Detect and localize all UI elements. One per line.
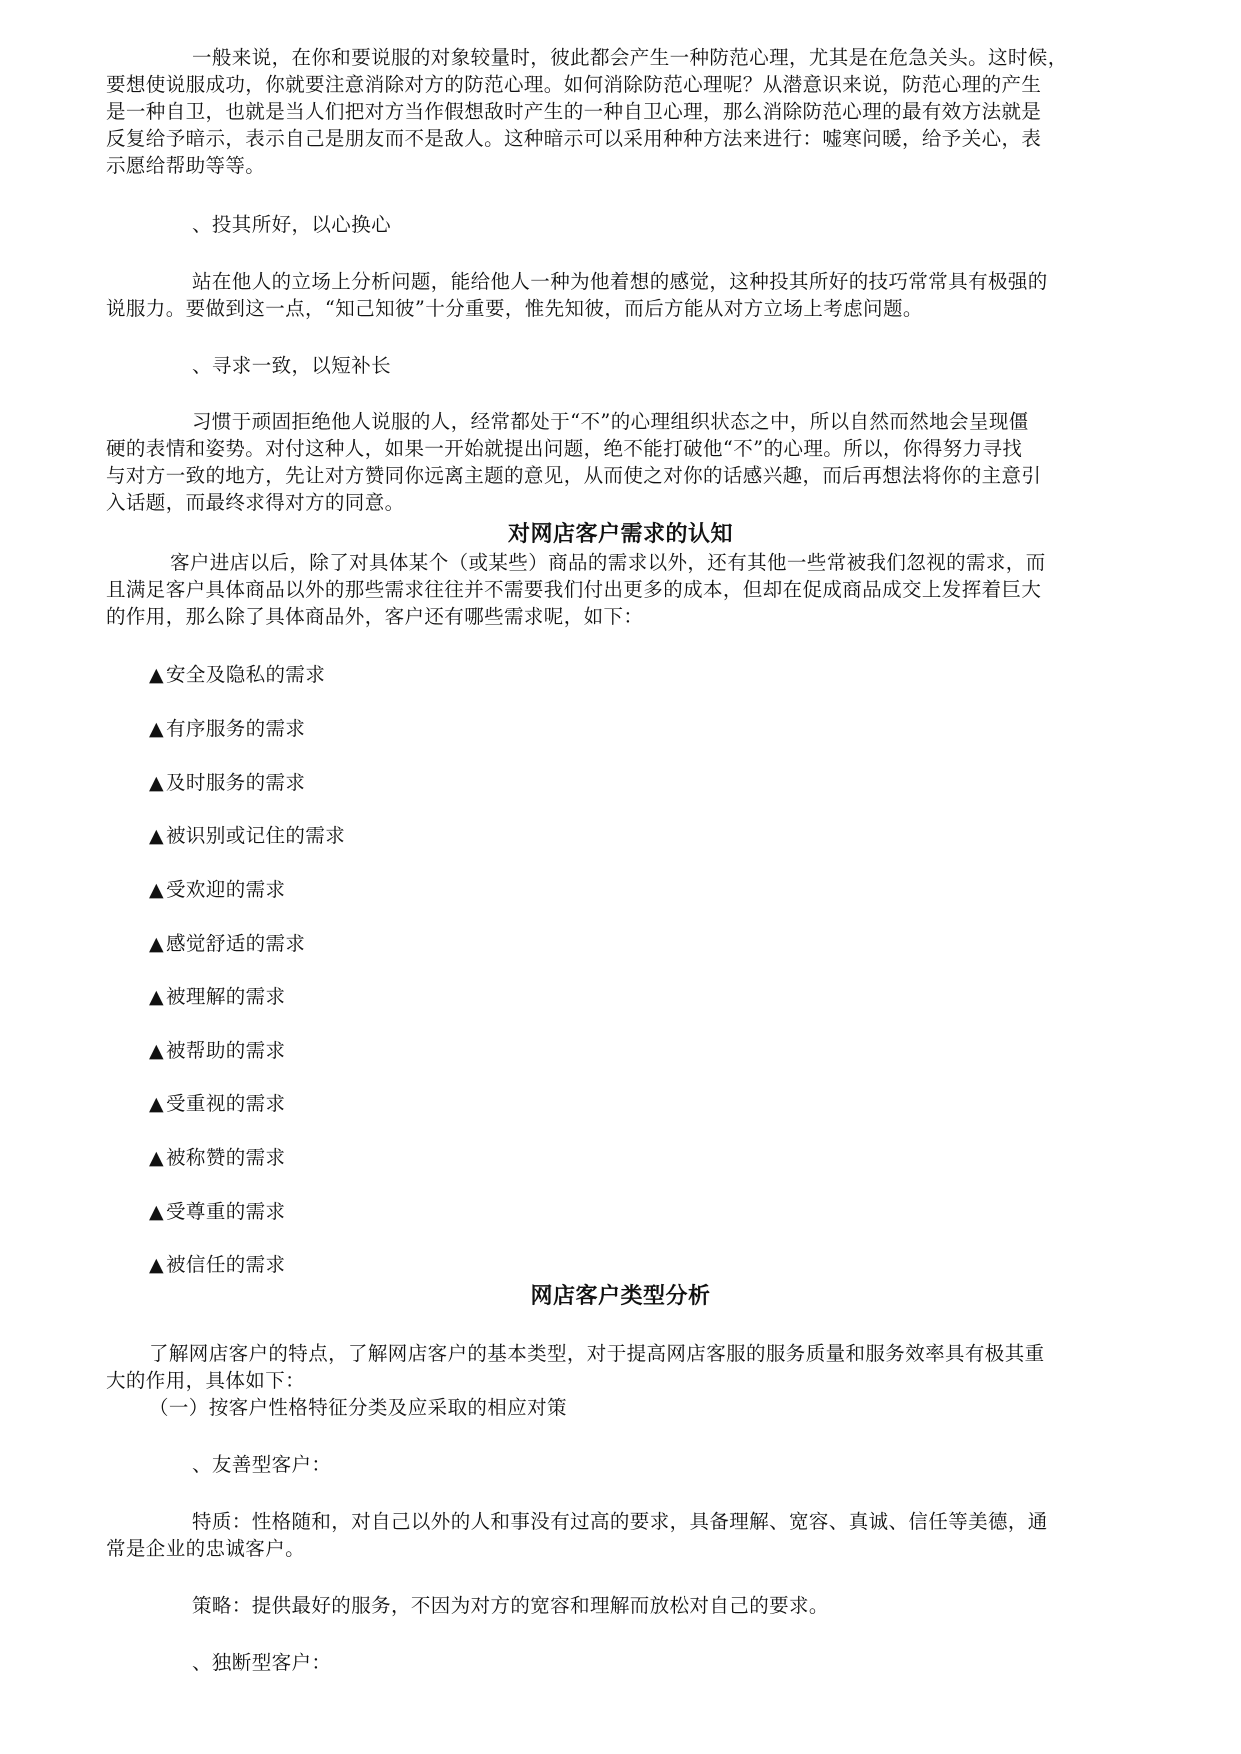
paragraph-line: 与对方一致的地方，先让对方赞同你远离主题的意见，从而使之对你的话感兴趣，而后再想法将你的主意引: [106, 464, 1042, 487]
paragraph-line: 策略：提供最好的服务，不因为对方的宽容和理解而放松对自己的要求。: [192, 1594, 829, 1617]
paragraph-line: 站在他人的立场上分析问题，能给他人一种为他着想的感觉，这种投其所好的技巧常常具有极强的: [192, 270, 1048, 293]
paragraph-line: 大的作用，具体如下：: [106, 1369, 306, 1392]
paragraph-line: 示愿给帮助等等。: [106, 154, 266, 177]
paragraph-line: 是一种自卫，也就是当人们把对方当作假想敌时产生的一种自卫心理，那么消除防范心理的最有效方法就是: [106, 100, 1042, 123]
need-item: ▲ 被称赞的需求: [149, 1146, 286, 1169]
bullet-triangle-icon: ▲: [149, 825, 165, 847]
paragraph-line: 硬的表情和姿势。对付这种人，如果一开始就提出问题，绝不能打破他“不”的心理。所以，你得努力寻找: [106, 437, 1023, 460]
paragraph-line: 了解网店客户的特点，了解网店客户的基本类型，对于提高网店客服的服务质量和服务效率具有极其重: [149, 1342, 1045, 1365]
need-item: ▲ 被理解的需求: [149, 985, 286, 1008]
section-heading: 网店客户类型分析: [530, 1284, 711, 1309]
type-title: 、独断型客户：: [192, 1651, 332, 1674]
paragraph-line: 入话题，而最终求得对方的同意。: [106, 491, 405, 514]
need-item: ▲ 安全及隐私的需求: [149, 663, 326, 686]
need-item: ▲ 受尊重的需求: [149, 1200, 286, 1223]
paragraph-line: 的作用，那么除了具体商品外，客户还有哪些需求呢，如下：: [106, 605, 644, 628]
bullet-triangle-icon: ▲: [149, 1254, 165, 1276]
section-heading: 对网店客户需求的认知: [507, 522, 733, 547]
paragraph-line: 客户进店以后，除了对具体某个（或某些）商品的需求以外，还有其他一些常被我们忽视的需求，而: [170, 551, 1046, 574]
bullet-triangle-icon: ▲: [149, 772, 165, 794]
paragraph-line: 习惯于顽固拒绝他人说服的人，经常都处于“不”的心理组织状态之中，所以自然而然地会呈现僵: [192, 410, 1029, 433]
point-title: 、寻求一致，以短补长: [192, 354, 392, 377]
need-item: ▲ 被帮助的需求: [149, 1039, 286, 1062]
paragraph-line: 反复给予暗示，表示自己是朋友而不是敌人。这种暗示可以采用种种方法来进行：嘘寒问暖，给予关心，表: [106, 127, 1042, 150]
bullet-triangle-icon: ▲: [149, 933, 165, 955]
paragraph-line: 常是企业的忠诚客户。: [106, 1537, 306, 1560]
bullet-triangle-icon: ▲: [149, 1093, 165, 1115]
bullet-triangle-icon: ▲: [149, 718, 165, 740]
bullet-triangle-icon: ▲: [149, 1147, 165, 1169]
bullet-triangle-icon: ▲: [149, 1040, 165, 1062]
paragraph-line: 要想使说服成功，你就要注意消除对方的防范心理。如何消除防范心理呢？从潜意识来说，防范心理的产生: [106, 73, 1042, 96]
need-item: ▲ 被识别或记住的需求: [149, 824, 346, 847]
need-item: ▲ 受欢迎的需求: [149, 878, 286, 901]
need-item: ▲ 受重视的需求: [149, 1092, 286, 1115]
paragraph-line: 且满足客户具体商品以外的那些需求往往并不需要我们付出更多的成本，但却在促成商品成交上发挥着巨大: [106, 578, 1042, 601]
need-item: ▲ 感觉舒适的需求: [149, 932, 306, 955]
need-item: ▲ 被信任的需求: [149, 1253, 286, 1276]
subheading: （一）按客户性格特征分类及应采取的相应对策: [149, 1396, 567, 1419]
type-title: 、友善型客户：: [192, 1453, 332, 1476]
bullet-triangle-icon: ▲: [149, 879, 165, 901]
point-title: 、投其所好，以心换心: [192, 213, 392, 236]
paragraph-line: 说服力。要做到这一点，“知己知彼”十分重要，惟先知彼，而后方能从对方立场上考虑问题。: [106, 297, 923, 320]
bullet-triangle-icon: ▲: [149, 986, 165, 1008]
need-item: ▲ 有序服务的需求: [149, 717, 306, 740]
paragraph-line: 一般来说，在你和要说服的对象较量时，彼此都会产生一种防范心理，尤其是在危急关头。这时候，: [192, 46, 1068, 69]
bullet-triangle-icon: ▲: [149, 1201, 165, 1223]
bullet-triangle-icon: ▲: [149, 664, 165, 686]
paragraph-line: 特质：性格随和，对自己以外的人和事没有过高的要求，具备理解、宽容、真诚、信任等美德，通: [192, 1510, 1048, 1533]
need-item: ▲ 及时服务的需求: [149, 771, 306, 794]
